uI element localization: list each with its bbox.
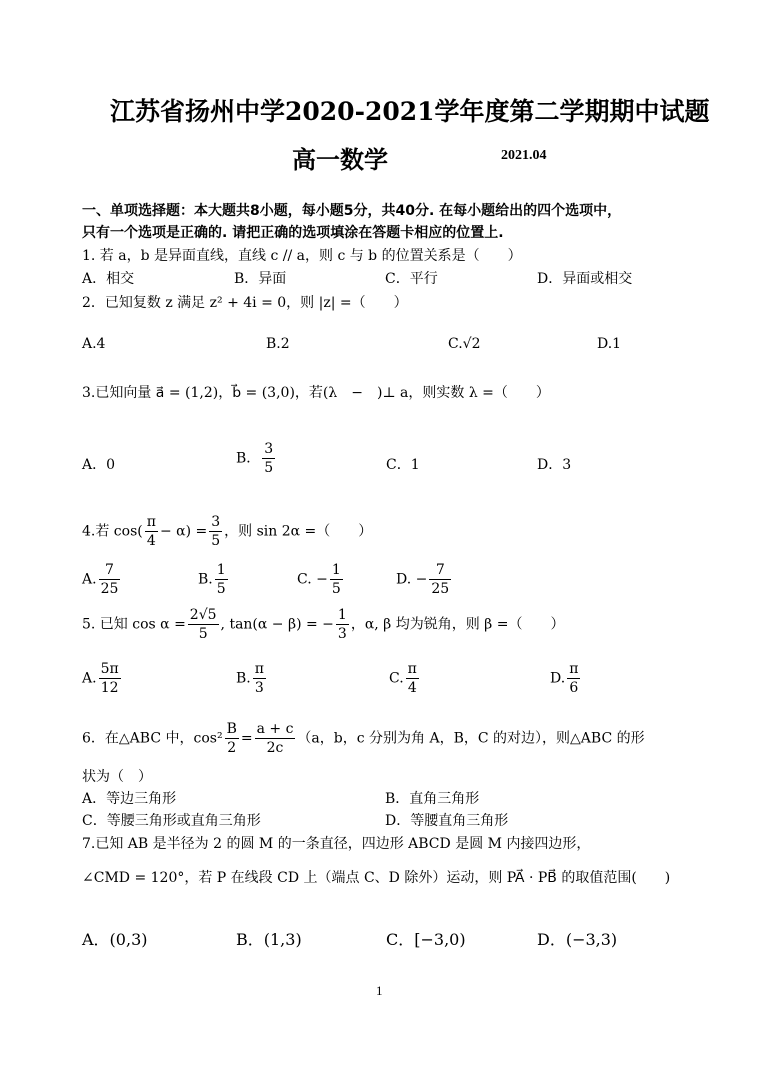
q6-option-b: B．直角三角形	[385, 791, 480, 807]
q6-option-a: A．等边三角形	[82, 791, 177, 807]
q3-option-a: A．0	[82, 457, 116, 473]
q6-option-c: C．等腰三角形或直角三角形	[82, 813, 261, 829]
q1-option-c: C．平行	[385, 271, 438, 287]
q5-option-b: B. $\frac{\pi}{3}$	[236, 661, 264, 696]
q2-option-b: B.2	[266, 336, 290, 352]
q3-option-c: C．1	[386, 457, 420, 473]
q7-option-c: C．[−3,0)	[386, 930, 466, 949]
q5-option-c: C. $\frac{\pi}{4}$	[389, 661, 417, 696]
q6-stem-line2: 状为（ ）	[82, 769, 152, 785]
q1-stem: 1. 若 a，b 是异面直线，直线 c // a，则 c 与 b 的位置关系是（ ）	[82, 248, 522, 264]
q2-stem: 2．已知复数 z 满足 z² + 4i = 0，则 |z| =（ ）	[82, 295, 408, 311]
q1-option-b: B．异面	[234, 271, 287, 287]
q2-option-d: D.1	[597, 336, 622, 352]
q5-option-d: D. $\frac{\pi}{6}$	[550, 661, 579, 696]
q7-option-a: A．(0,3)	[82, 930, 148, 949]
q3-option-b: B． $\frac{3}{5}$	[236, 441, 274, 476]
q3-option-d: D．3	[537, 457, 572, 473]
q4-option-a: A. $\frac{7}{25}$	[82, 562, 119, 597]
q6-stem: 6．在△ABC 中，cos² $\frac{B}{2}$ = $\frac{a + c}{2c}$ （a，b，c 分别为角 A，B，C 的对边），则△ABC 的形	[82, 721, 645, 756]
q4-option-c: C. − $\frac{1}{5}$	[297, 562, 341, 597]
q7-option-d: D．(−3,3)	[537, 930, 618, 949]
section1-instructions-line1: 一、单项选择题：本大题共8小题，每小题5分，共40分. 在每小题给出的四个选项中，	[82, 203, 622, 219]
q7-stem-line1: 7.已知 AB 是半径为 2 的圆 M 的一条直径，四边形 ABCD 是圆 M 内接四边形，	[82, 836, 591, 852]
q7-stem-line2: ∠CMD = 120°，若 P 在线段 CD 上（端点 C、D 除外）运动，则 PA⃗ · PB⃗ 的取值范围( )	[82, 870, 671, 886]
q1-option-a: A．相交	[82, 271, 135, 287]
q2-option-a: A.4	[82, 336, 106, 352]
q4-stem: 4.若 cos( $\frac{\pi}{4}$ − α) = $\frac{3}{5}$ ，则 sin 2α =（ ）	[82, 514, 373, 549]
section1-instructions-line2: 只有一个选项是正确的. 请把正确的选项填涂在答题卡相应的位置上.	[82, 225, 504, 241]
q4-option-d: D. − $\frac{7}{25}$	[396, 562, 450, 597]
q7-option-b: B．(1,3)	[236, 930, 302, 949]
q5-option-a: A. $\frac{5\pi}{12}$	[82, 661, 119, 696]
page-number: 1	[376, 983, 383, 998]
q1-option-d: D．异面或相交	[537, 271, 633, 287]
exam-title: 江苏省扬州中学2020-2021学年度第二学期期中试题	[110, 97, 710, 126]
q3-option-b-fraction: $\frac{3}{5}$	[264, 441, 274, 476]
q3-stem: 3.已知向量 a⃗ = (1,2)，b⃗ = (3,0)，若(λ − )⊥ a，则实数 λ =（ ）	[82, 385, 550, 401]
exam-date: 2021.04	[501, 148, 547, 163]
exam-subject: 高一数学	[292, 145, 388, 174]
q6-option-d: D．等腰直角三角形	[385, 813, 509, 829]
q4-option-b: B. $\frac{1}{5}$	[198, 562, 226, 597]
q2-option-c: C.√2	[448, 336, 481, 352]
q5-stem: 5. 已知 cos α = $\frac{2√5}{5}$ , tan(α − β) = − $\frac{1}{3}$ ，α, β 均为锐角，则 β =（ ）	[82, 607, 565, 642]
